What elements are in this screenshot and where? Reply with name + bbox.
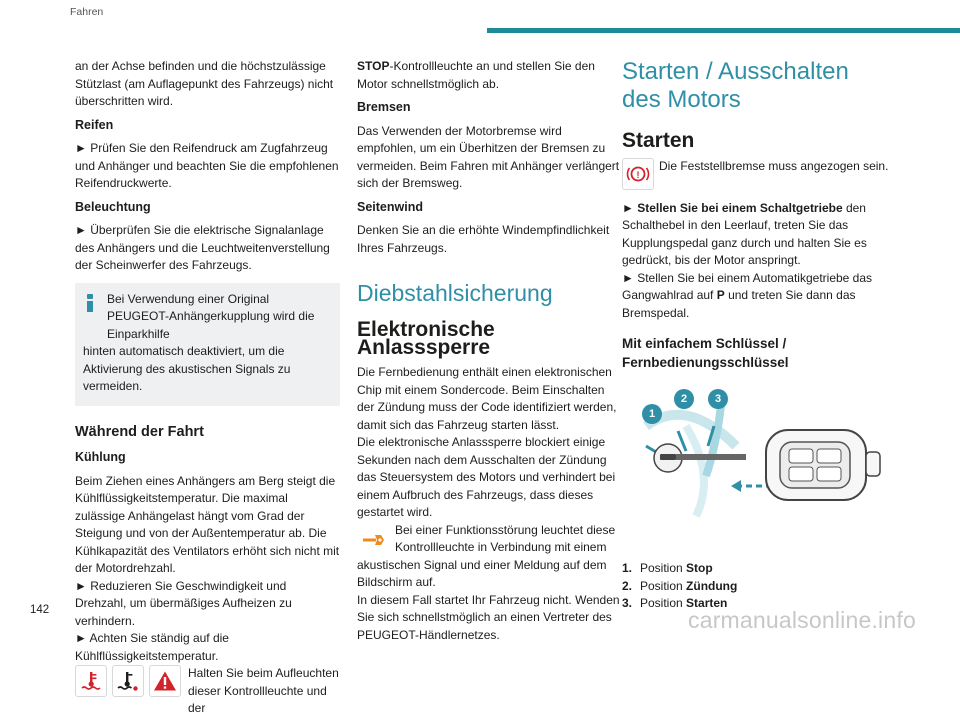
start-step-2-pre: ► Stellen Sie bei einem Automatikgetriebe das Gangwahlrad auf <box>622 270 873 302</box>
column-2 <box>357 58 622 650</box>
badge-2: 2 <box>674 389 694 409</box>
info-icon <box>87 294 93 312</box>
reifen-paragraph: ► Prüfen Sie den Reifendruck am Zugfahrzeug und Anhänger und beachten Sie die empfohlenen Reifendruckwerte. <box>75 141 339 190</box>
list-label: Position <box>640 596 687 610</box>
diebstahl-heading: Diebstahlsicherung <box>357 280 553 306</box>
stop-paragraph <box>357 58 622 93</box>
beleuchtung-heading: Beleuchtung <box>75 199 151 214</box>
start-step-1-text: den Schalthebel in den Leerlauf, treten Sie das Kupplungspedal ganz durch und halten Sie es gedrückt, bis der Motor anspringt. <box>622 200 867 267</box>
key-heading: Mit einfachem Schlüssel / Fernbedienungsschlüssel <box>622 336 789 370</box>
kuehlung-step-1: ► Reduzieren Sie Geschwindigkeit und Drehzahl, um übermäßiges Aufheizen zu verhindern. <box>75 578 292 628</box>
list-label: Position <box>640 578 687 593</box>
start-step-1 <box>622 200 894 270</box>
list-label: Position <box>640 561 687 575</box>
anlass-paragraph-1: Die Fernbedienung enthält einen elektronischen Chip mit einem Sondercode. Beim Einschalten der Zündung muss der Code identifiziert werden, damit sich das Fahrzeug starten lässt. <box>357 365 617 432</box>
fault-paragraph: Bei einer Funktionsstörung leuchtet diese Kontrollleuchte in Verbindung mit einem akustischen Signal und einer Meldung auf dem Bildschirm auf. <box>357 522 616 589</box>
info-note-box <box>75 283 340 406</box>
parking-brake-icon <box>622 158 654 190</box>
coolant-temp-icon <box>75 665 107 697</box>
seitenwind-heading: Seitenwind <box>357 199 423 214</box>
main-section-heading: Starten / Ausschalten des Motors <box>622 58 849 113</box>
start-step-2-bold: P <box>716 288 725 302</box>
warning-icon-row <box>75 665 340 718</box>
list-number: 3. <box>622 596 633 610</box>
position-list <box>622 560 894 613</box>
reifen-heading: Reifen <box>75 117 114 132</box>
list-number: 2. <box>622 578 633 593</box>
start-step-2 <box>622 270 894 323</box>
warning-text: Halten Sie beim Aufleuchten dieser Kontrollleuchte und der <box>188 666 339 715</box>
list-value: Zündung <box>686 578 738 593</box>
badge-1: 1 <box>642 404 662 424</box>
bremsen-paragraph: Das Verwenden der Motorbremse wird empfohlen, um ein Überhitzen der Bremsen zu vermeiden. Beim Fahren mit Anhänger verlängert sich der Bremsweg. <box>357 123 620 190</box>
fahrt-heading: Während der Fahrt <box>75 423 204 440</box>
list-number: 1. <box>622 561 633 575</box>
starten-heading: Starten <box>622 129 695 152</box>
parking-brake-row <box>622 158 894 190</box>
key-ignition-figure <box>626 386 886 546</box>
column-3 <box>622 58 894 613</box>
section-header-label: Fahren <box>70 6 104 18</box>
wrench-icon <box>357 524 389 556</box>
kuehlung-step-2: ► Achten Sie ständig auf die Kühlflüssigkeitstemperatur. <box>75 631 229 663</box>
info-note-text <box>83 291 332 396</box>
anlass-paragraph-2: Die elektronische Anlasssperre blockiert einige Sekunden nach dem Ausschalten der Zündung das Steuersystem des Motors und verhindert bei einem Aufbruch des Fahrzeugs, dass dieses gestartet wird. <box>357 435 616 519</box>
stop-bold: STOP <box>357 59 390 73</box>
list-value: Starten <box>686 596 728 610</box>
fault-paragraph-2: In diesem Fall startet Ihr Fahrzeug nicht. Wenden Sie sich schnellstmöglich an einen Vertreter des PEUGEOT-Händlernetzes. <box>357 592 620 642</box>
page-number: 142 <box>30 604 50 616</box>
fault-block <box>357 522 622 645</box>
stop-text: -Kontrollleuchte an und stellen Sie den Motor schnellstmöglich ab. <box>357 59 595 91</box>
anlasssperre-heading: Elektronische Anlasssperre <box>357 318 495 359</box>
info-note-rest: hinten automatisch deaktiviert, um die Aktivierung des akustischen Signals zu vermeiden. <box>83 344 291 393</box>
kuehlung-heading: Kühlung <box>75 450 126 464</box>
key-illustration <box>626 386 886 546</box>
start-step-2-post: und treten Sie dann das Bremspedal. <box>622 288 856 320</box>
info-note-first: Bei Verwendung einer Original PEUGEOT-Anhängerkupplung wird die Einparkhilfe <box>107 291 315 341</box>
intro-paragraph: an der Achse befinden und die höchstzulässige Stützlast (am Auflagepunkt des Fahrzeugs) nicht überschritten wird. <box>75 59 334 108</box>
start-step-1-bold: ► Stellen Sie bei einem Schaltgetriebe <box>622 200 843 215</box>
coolant-level-icon <box>112 665 144 697</box>
bremsen-heading: Bremsen <box>357 100 411 114</box>
beleuchtung-paragraph: ► Überprüfen Sie die elektrische Signalanlage des Anhängers und die Leuchtweitenverstellung der Scheinwerfer des Fahrzeugs. <box>75 223 330 272</box>
list-value: Stop <box>686 561 713 575</box>
parking-brake-text: Die Feststellbremse muss angezogen sein. <box>659 158 889 173</box>
column-1 <box>75 58 340 718</box>
svg-text:!: ! <box>636 169 640 180</box>
kuehlung-paragraph: Beim Ziehen eines Anhängers am Berg steigt die Kühlflüssigkeitstemperatur. Die maximal zulässige Anhängelast hängt vom Grad der Steigung und von der Außentemperatur ab. Die Kühlkapazität des Ventilators erhöht sich nicht mit der Motordrehzahl. <box>75 473 340 575</box>
badge-3: 3 <box>708 389 728 409</box>
list-item <box>622 578 894 596</box>
seitenwind-paragraph: Denken Sie an die erhöhte Windempfindlichkeit Ihres Fahrzeugs. <box>357 223 610 255</box>
header-accent-bar <box>487 28 960 33</box>
list-item <box>622 560 894 578</box>
warning-triangle-icon <box>149 665 181 697</box>
watermark: carmanualsonline.info <box>688 607 916 633</box>
